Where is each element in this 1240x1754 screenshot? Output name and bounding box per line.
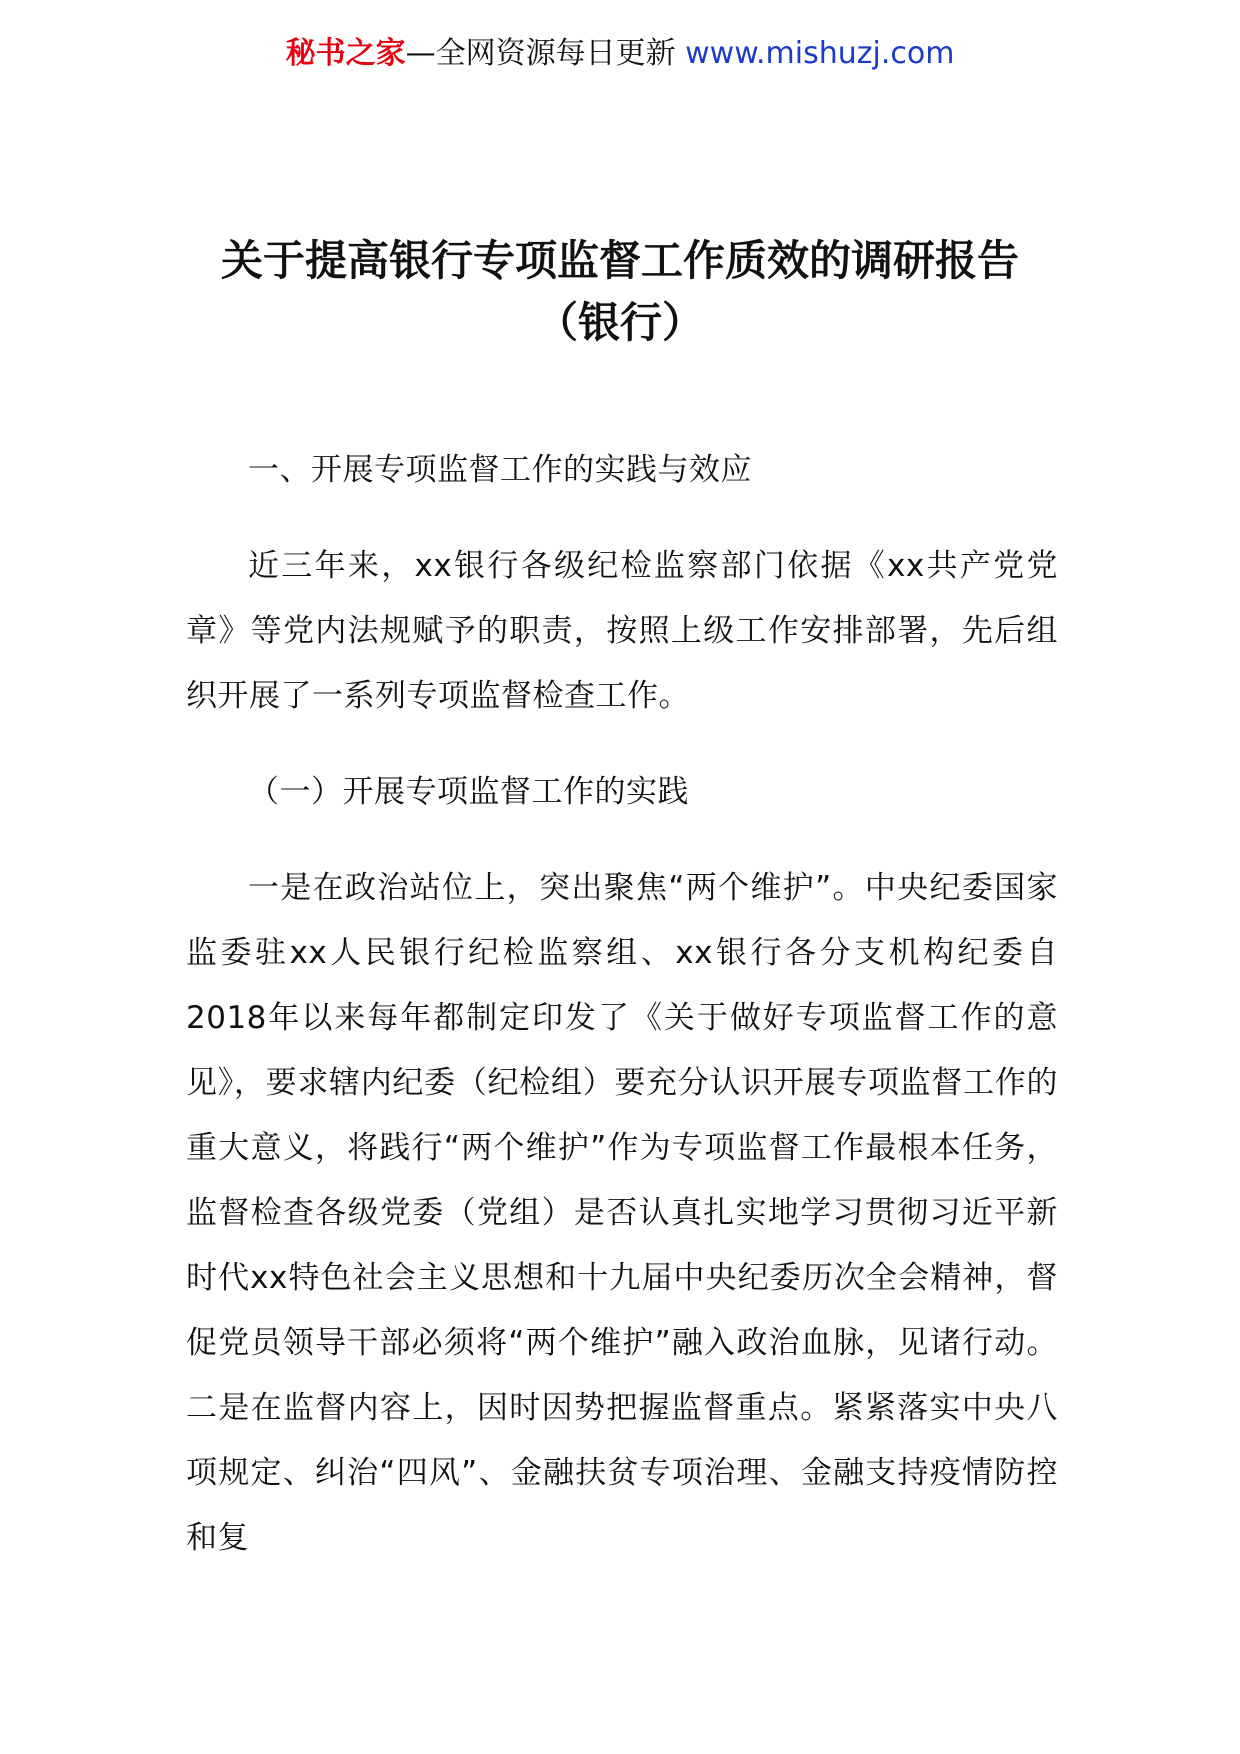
site-brand: 秘书之家 bbox=[285, 36, 406, 71]
section-heading: 一、开展专项监督工作的实践与效应 bbox=[248, 452, 752, 488]
site-header bbox=[0, 30, 1240, 78]
document-body bbox=[186, 438, 1058, 1602]
body-paragraph: 近三年来，xx银行各级纪检监察部门依据《xx共产党党章》等党内法规赋予的职责，按照上级工作安排部署，先后组织开展了一系列专项监督检查工作。 bbox=[186, 548, 1058, 714]
site-tagline: —全网资源每日更新 bbox=[405, 36, 686, 71]
site-url-link[interactable]: www.mishuzj.com bbox=[685, 36, 955, 71]
subsection-heading: （一）开展专项监督工作的实践 bbox=[248, 774, 689, 810]
document-title: 关于提高银行专项监督工作质效的调研报告（银行） bbox=[220, 236, 1019, 347]
body-paragraph: 一是在政治站位上，突出聚焦“两个维护”。中央纪委国家监委驻xx人民银行纪检监察组、xx银行各分支机构纪委自2018年以来每年都制定印发了《关于做好专项监督工作的意见》，要求辖内纪委（纪检组）要充分认识开展专项监督工作的重大意义，将践行“两个维护”作为专项监督工作最根本任务，监督检查各级党委（党组）是否认真扎实地学习贯彻习近平新时代xx特色社会主义思想和十九届中央纪委历次全会精神，督促党员领导干部必须将“两个维护”融入政治血脉，见诸行动。二是在监督内容上，因时因势把握监督重点。紧紧落实中央八项规定、纠治“四风”、金融扶贫专项治理、金融支持疫情防控和复 bbox=[186, 870, 1058, 1556]
